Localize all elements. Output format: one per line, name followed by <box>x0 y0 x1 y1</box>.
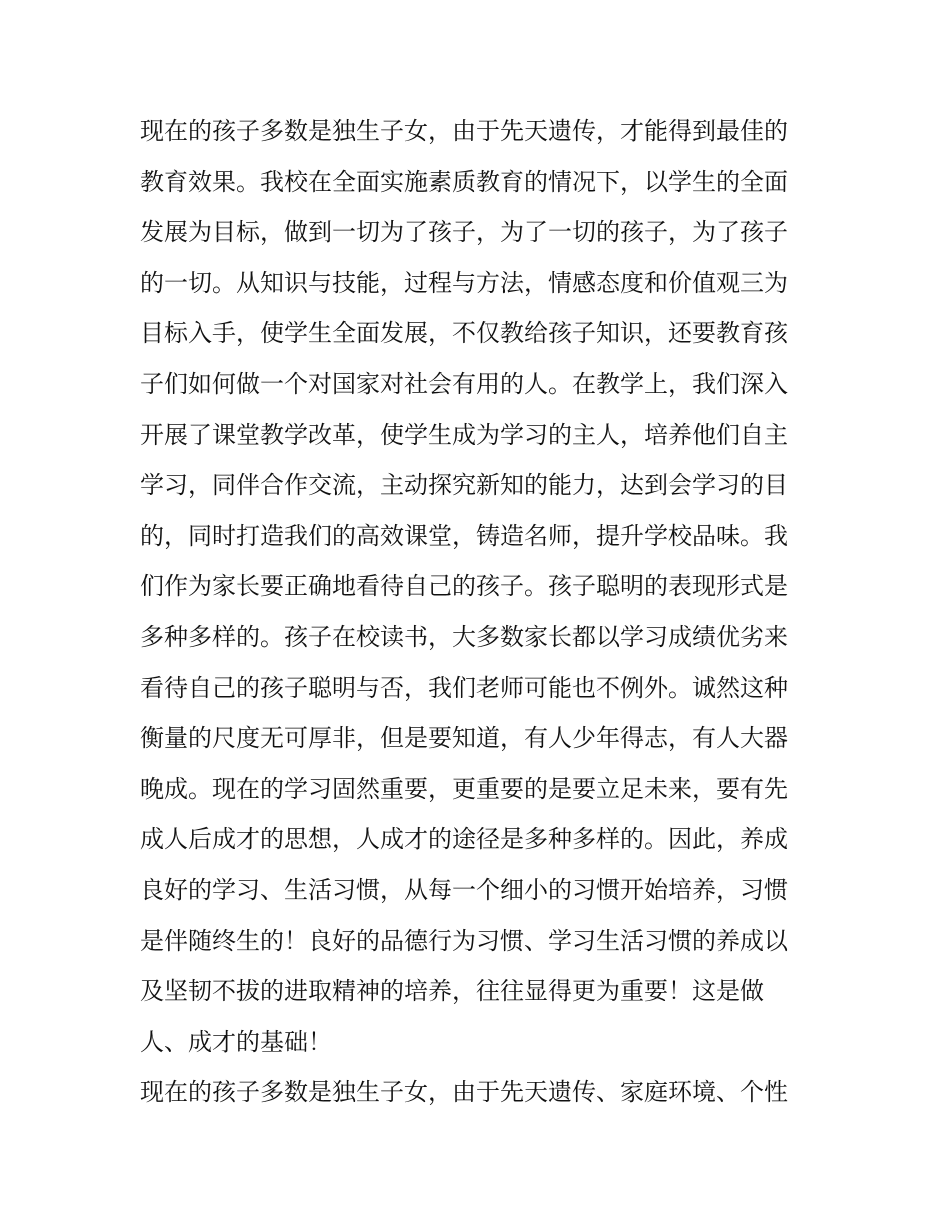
text-line-20: 现在的孩子多数是独生子女，由于先天遗传、家庭环境、个性 <box>140 1078 788 1107</box>
text-line-8: 学习，同伴合作交流，主动探究新知的能力，达到会学习的目 <box>140 471 788 500</box>
text-line-18: 及坚韧不拔的进取精神的培养，往往显得更为重要！这是做 <box>140 977 764 1006</box>
text-line-9: 的，同时打造我们的高效课堂，铸造名师，提升学校品味。我 <box>140 521 788 550</box>
text-line-2: 教育效果。我校在全面实施素质教育的情况下，以学生的全面 <box>140 167 788 196</box>
text-line-7: 开展了课堂教学改革，使学生成为学习的主人，培养他们自主 <box>140 420 788 449</box>
text-line-6: 子们如何做一个对国家对社会有用的人。在教学上，我们深入 <box>140 369 788 398</box>
body-text <box>140 106 820 1118</box>
text-line-14: 晚成。现在的学习固然重要，更重要的是要立足未来，要有先 <box>140 774 788 803</box>
text-line-11: 多种多样的。孩子在校读书，大多数家长都以学习成绩优劣来 <box>140 622 788 651</box>
text-line-13: 衡量的尺度无可厚非，但是要知道，有人少年得志，有人大器 <box>140 724 788 753</box>
text-line-3: 发展为目标，做到一切为了孩子，为了一切的孩子，为了孩子 <box>140 218 788 247</box>
text-line-1: 现在的孩子多数是独生子女，由于先天遗传，才能得到最佳的 <box>140 117 788 145</box>
text-line-19: 人、成才的基础！ <box>140 1027 332 1056</box>
text-line-10: 们作为家长要正确地看待自己的孩子。孩子聪明的表现形式是 <box>140 572 788 601</box>
text-line-17: 是伴随终生的！良好的品德行为习惯、学习生活习惯的养成以 <box>140 926 788 955</box>
text-line-15: 成人后成才的思想，人成才的途径是多种多样的。因此，养成 <box>140 825 788 854</box>
text-line-4: 的一切。从知识与技能，过程与方法，情感态度和价值观三为 <box>140 268 788 297</box>
text-line-5: 目标入手，使学生全面发展，不仅教给孩子知识，还要教育孩 <box>140 319 788 348</box>
text-line-16: 良好的学习、生活习惯，从每一个细小的习惯开始培养，习惯 <box>140 875 788 904</box>
text-line-12: 看待自己的孩子聪明与否，我们老师可能也不例外。诚然这种 <box>140 673 788 702</box>
